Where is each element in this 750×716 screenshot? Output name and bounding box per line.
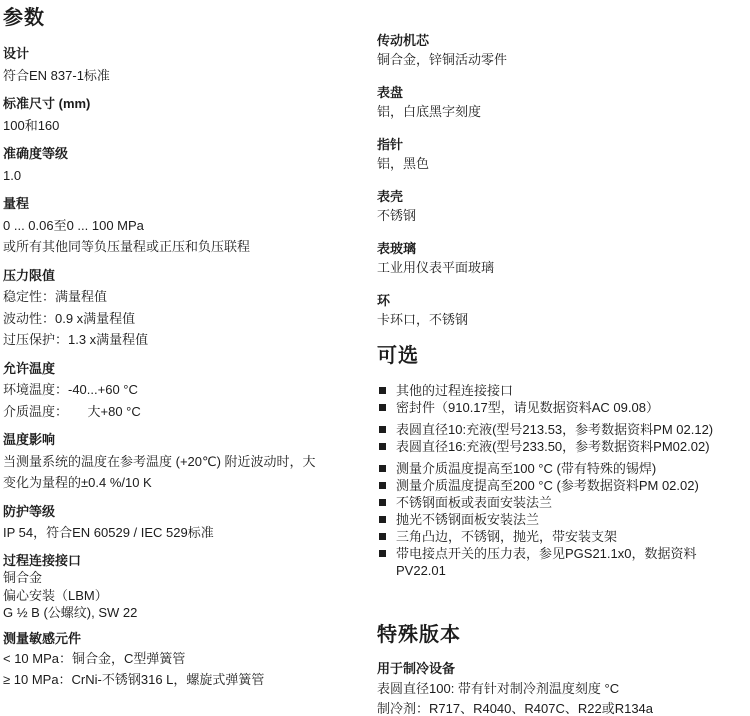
- spec-line: 100和160: [3, 117, 60, 133]
- spec-group-movement: [377, 32, 746, 69]
- spec-line: 1.0: [3, 167, 22, 183]
- spec-line: 介质温度： 大+80 °C: [3, 403, 141, 419]
- bullet-square-icon: [379, 499, 386, 506]
- spec-line: 稳定性：满量程值: [3, 289, 108, 304]
- spec-group-scale-range: [3, 193, 364, 258]
- spec-line: 波动性：0.9 x满量程值: [3, 310, 136, 326]
- option-item: [377, 460, 746, 477]
- bullet-square-icon: [379, 482, 386, 489]
- spec-group-accuracy-class: [3, 143, 364, 186]
- spec-label: 压力限值: [3, 267, 56, 283]
- spec-line: 铜合金，锌铜活动零件: [377, 51, 508, 67]
- option-text: 表圆直径16:充液(型号233.50，参考数据资料PM02.02): [396, 439, 710, 454]
- spec-label: 表玻璃: [377, 241, 417, 256]
- options-list: [377, 382, 746, 579]
- spec-group-temperature-effect: [3, 429, 364, 494]
- bullet-square-icon: [379, 516, 386, 523]
- option-item: [377, 477, 746, 494]
- spec-line: 表圆直径100: 带有针对制冷剂温度刻度 °C: [377, 681, 620, 696]
- spec-label: 表壳: [377, 189, 404, 204]
- spec-group-refrigeration: [377, 659, 746, 716]
- spec-group-pressure-limit: [3, 265, 364, 351]
- option-item: [377, 494, 746, 511]
- spec-line: 铜合金: [3, 570, 43, 585]
- bullet-square-icon: [379, 426, 386, 433]
- option-text: 带电接点开关的压力表，参见PGS21.1x0，数据资料PV22.01: [396, 546, 697, 578]
- spec-group-nominal-size: [3, 93, 364, 136]
- option-item: [377, 382, 746, 399]
- spec-label: 防护等级: [3, 503, 56, 519]
- options-column: [372, 0, 750, 716]
- spec-group-sensing-element: [3, 629, 364, 691]
- spec-label: 环: [377, 293, 391, 308]
- spec-group-case: [377, 188, 746, 225]
- spec-line: 铝，白底黑字刻度: [377, 103, 482, 119]
- spec-label: 设计: [3, 46, 30, 61]
- spec-label: 量程: [3, 196, 30, 211]
- spec-line: 不锈钢: [377, 207, 417, 223]
- spec-group-ring: [377, 292, 746, 329]
- option-text: 表圆直径10:充液(型号213.53，参考数据资料PM 02.12): [396, 422, 714, 437]
- option-text: 测量介质温度提高至200 °C (参考数据资料PM 02.02): [396, 478, 699, 493]
- bullet-square-icon: [379, 533, 386, 540]
- section-title-special-versions: 特殊版本: [377, 624, 461, 646]
- spec-line: 符合EN 837-1标准: [3, 67, 110, 83]
- option-item: [377, 399, 746, 416]
- parameters-column: [0, 0, 372, 716]
- option-text: 三角凸边，不锈钢，抛光，带安装支架: [396, 529, 618, 544]
- spec-line: 卡环口，不锈钢: [377, 311, 469, 327]
- option-text: 密封件（910.17型，请见数据资料AC 09.08）: [396, 400, 659, 415]
- spec-label: 温度影响: [3, 432, 56, 447]
- spec-line: < 10 MPa：铜合金，C型弹簧管: [3, 651, 186, 666]
- spec-line: 制冷剂：R717、R4040、R407C、R22或R134a: [377, 701, 654, 716]
- spec-label: 允许温度: [3, 360, 56, 376]
- option-text: 其他的过程连接接口: [396, 383, 514, 398]
- spec-group-dial: [377, 84, 746, 121]
- spec-group-ingress-protection: [3, 501, 364, 544]
- spec-group-pointer: [377, 136, 746, 173]
- option-item: [377, 528, 746, 545]
- spec-line: 当测量系统的温度在参考温度 (+20℃) 附近波动时，大: [3, 453, 316, 469]
- option-item: [377, 421, 746, 438]
- spec-line: 工业用仪表平面玻璃: [377, 259, 495, 275]
- option-item: [377, 438, 746, 455]
- spec-line: 过压保护：1.3 x满量程值: [3, 332, 149, 347]
- option-text: 不锈钢面板或表面安装法兰: [396, 495, 553, 510]
- bullet-square-icon: [379, 387, 386, 394]
- spec-line: 或所有其他同等负压量程或正压和负压联程: [3, 239, 251, 254]
- spec-line: 变化为量程的±0.4 %/10 K: [3, 475, 152, 490]
- spec-line: ≥ 10 MPa：CrNi-不锈钢316 L，螺旋式弹簧管: [3, 671, 265, 687]
- spec-group-permissible-temperature: [3, 358, 364, 423]
- section-title-options: 可选: [377, 345, 419, 367]
- spec-label: 用于制冷设备: [377, 661, 456, 676]
- bullet-square-icon: [379, 404, 386, 411]
- option-item: [377, 545, 746, 579]
- spec-line: IP 54，符合EN 60529 / IEC 529标准: [3, 525, 214, 540]
- spec-line: 偏心安装（LBM）: [3, 587, 108, 603]
- spec-line: G ½ B (公螺纹), SW 22: [3, 605, 138, 620]
- option-item: [377, 511, 746, 528]
- spec-line: 铝，黑色: [377, 155, 430, 171]
- spec-line: 0 ... 0.06至0 ... 100 MPa: [3, 217, 144, 233]
- spec-label: 标准尺寸 (mm): [3, 96, 91, 111]
- spec-group-design: [3, 43, 364, 86]
- section-title-parameters: 参数: [3, 7, 45, 29]
- spec-line: 环境温度：-40...+60 °C: [3, 382, 138, 397]
- spec-group-process-connection: [3, 552, 364, 622]
- spec-label: 传动机芯: [377, 33, 430, 48]
- spec-group-window: [377, 240, 746, 277]
- spec-label: 指针: [377, 137, 404, 152]
- option-text: 测量介质温度提高至100 °C (带有特殊的锡焊): [396, 461, 657, 476]
- spec-label: 过程连接接口: [3, 552, 82, 568]
- spec-label: 准确度等级: [3, 146, 69, 161]
- bullet-square-icon: [379, 550, 386, 557]
- option-text: 抛光不锈钢面板安装法兰: [396, 512, 540, 527]
- spec-label: 测量敏感元件: [3, 630, 82, 646]
- bullet-square-icon: [379, 443, 386, 450]
- bullet-square-icon: [379, 465, 386, 472]
- spec-label: 表盘: [377, 85, 404, 100]
